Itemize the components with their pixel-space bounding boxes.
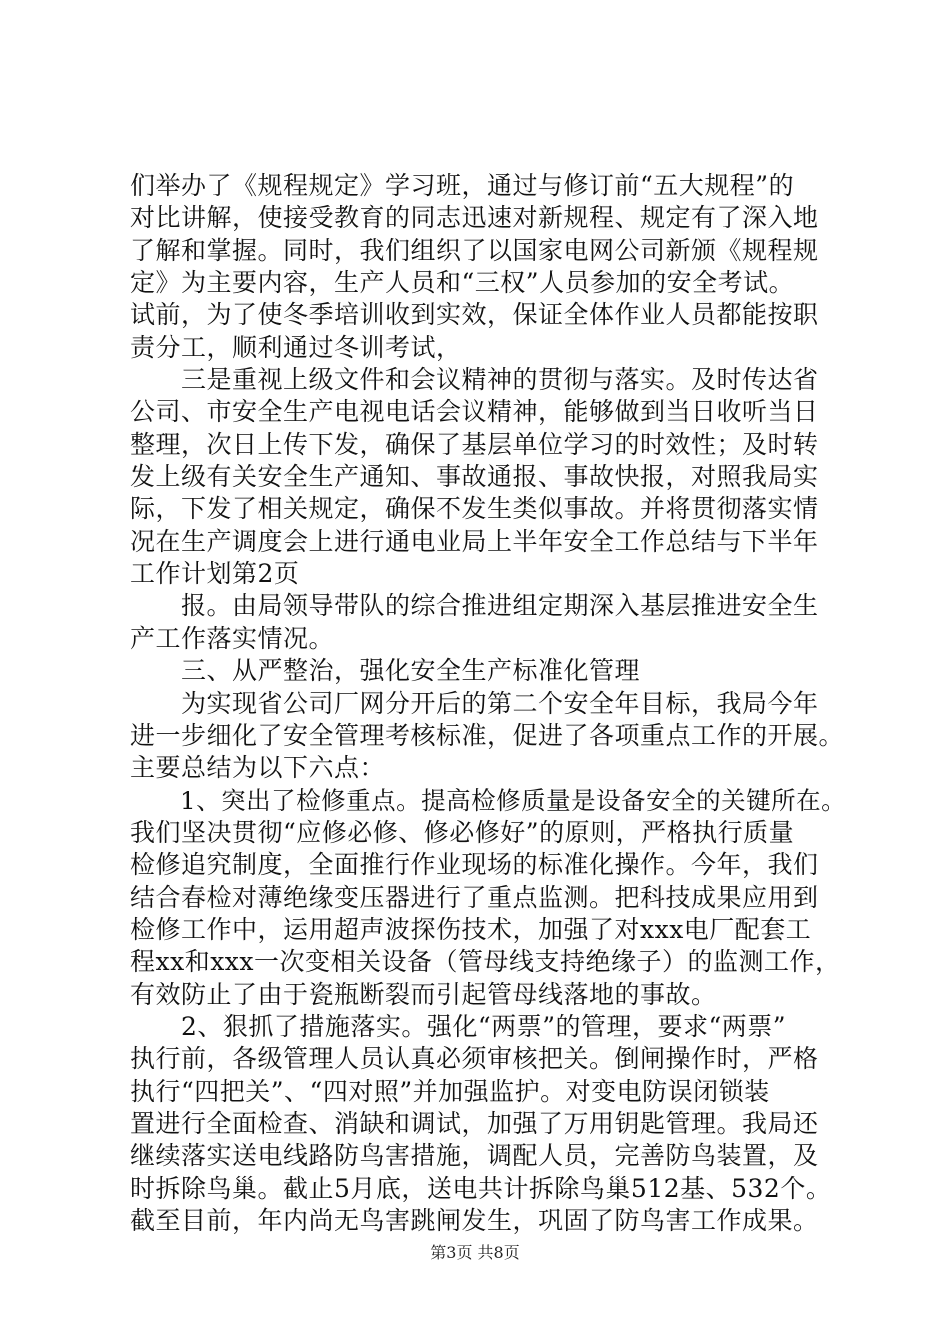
text-line: 结合春检对薄绝缘变压器进行了重点监测。把科技成果应用到 [130,882,819,912]
text-line: 置进行全面检查、消缺和调试，加强了万用钥匙管理。我局还 [130,1108,819,1138]
text-line: 况在生产调度会上进行通电业局上半年安全工作总结与下半年 [130,526,819,556]
text-line: 们举办了《规程规定》学习班，通过与修订前“五大规程”的 [130,171,795,200]
text-line: 责分工，顺利通过冬训考试， [130,332,462,362]
page-footer: 第3页 共8页 [430,1243,520,1262]
text-line: 际，下发了相关规定，确保不发生类似事故。并将贯彻落实情 [130,494,819,524]
document-body [130,170,850,1237]
text-line: 继续落实送电线路防鸟害措施，调配人员，完善防鸟装置，及 [130,1141,819,1171]
text-line: 时拆除鸟巢。截止5月底，送电共计拆除鸟巢512基、532个。 [130,1173,832,1203]
text-line: 进一步细化了安全管理考核标准，促进了各项重点工作的开展。 [130,720,845,750]
text-line: 了解和掌握。同时，我们组织了以国家电网公司新颁《规程规 [130,235,819,265]
text-line: 有效防止了由于瓷瓶断裂而引起管母线落地的事故。 [130,979,717,1009]
text-line: 三、从严整治，强化安全生产标准化管理 [130,656,641,686]
text-line: 检修追究制度，全面推行作业现场的标准化操作。今年，我们 [130,850,819,880]
text-line: 我们坚决贯彻“应修必修、修必修好”的原则，严格执行质量 [130,817,795,847]
text-line: 截至目前，年内尚无鸟害跳闸发生，巩固了防鸟害工作成果。 [130,1206,819,1235]
text-line: 整理，次日上传下发，确保了基层单位学习的时效性；及时转 [130,429,819,459]
text-line: 产工作落实情况。 [130,623,335,653]
text-line: 报。由局领导带队的综合推进组定期深入基层推进安全生 [130,591,819,621]
text-line: 执行“四把关”、“四对照”并加强监护。对变电防误闭锁装 [130,1076,770,1106]
text-line: 执行前，各级管理人员认真必须审核把关。倒闸操作时，严格 [130,1044,819,1074]
text-line: 2、狠抓了措施落实。强化“两票”的管理，要求“两票” [130,1011,787,1041]
text-line: 程xx和xxx一次变相关设备（管母线支持绝缘子）的监测工作， [130,947,841,977]
text-line: 工作计划第2页 [130,559,300,589]
text-line: 主要总结为以下六点： [130,753,386,783]
text-line: 公司、市安全生产电视电话会议精神，能够做到当日收听当日 [130,397,819,427]
text-line: 对比讲解，使接受教育的同志迅速对新规程、规定有了深入地 [130,203,819,233]
text-line: 试前，为了使冬季培训收到实效，保证全体作业人员都能按职 [130,300,819,330]
text-line: 三是重视上级文件和会议精神的贯彻与落实。及时传达省 [130,365,819,395]
text-line: 发上级有关安全生产通知、事故通报、事故快报，对照我局实 [130,462,819,492]
text-line: 定》为主要内容，生产人员和“三权”人员参加的安全考试。 [130,268,795,298]
text-line: 1、突出了检修重点。提高检修质量是设备安全的关键所在。 [130,785,847,815]
text-line: 为实现省公司厂网分开后的第二个安全年目标，我局今年 [130,688,819,718]
text-line: 检修工作中，运用超声波探伤技术，加强了对xxx电厂配套工 [130,914,812,944]
